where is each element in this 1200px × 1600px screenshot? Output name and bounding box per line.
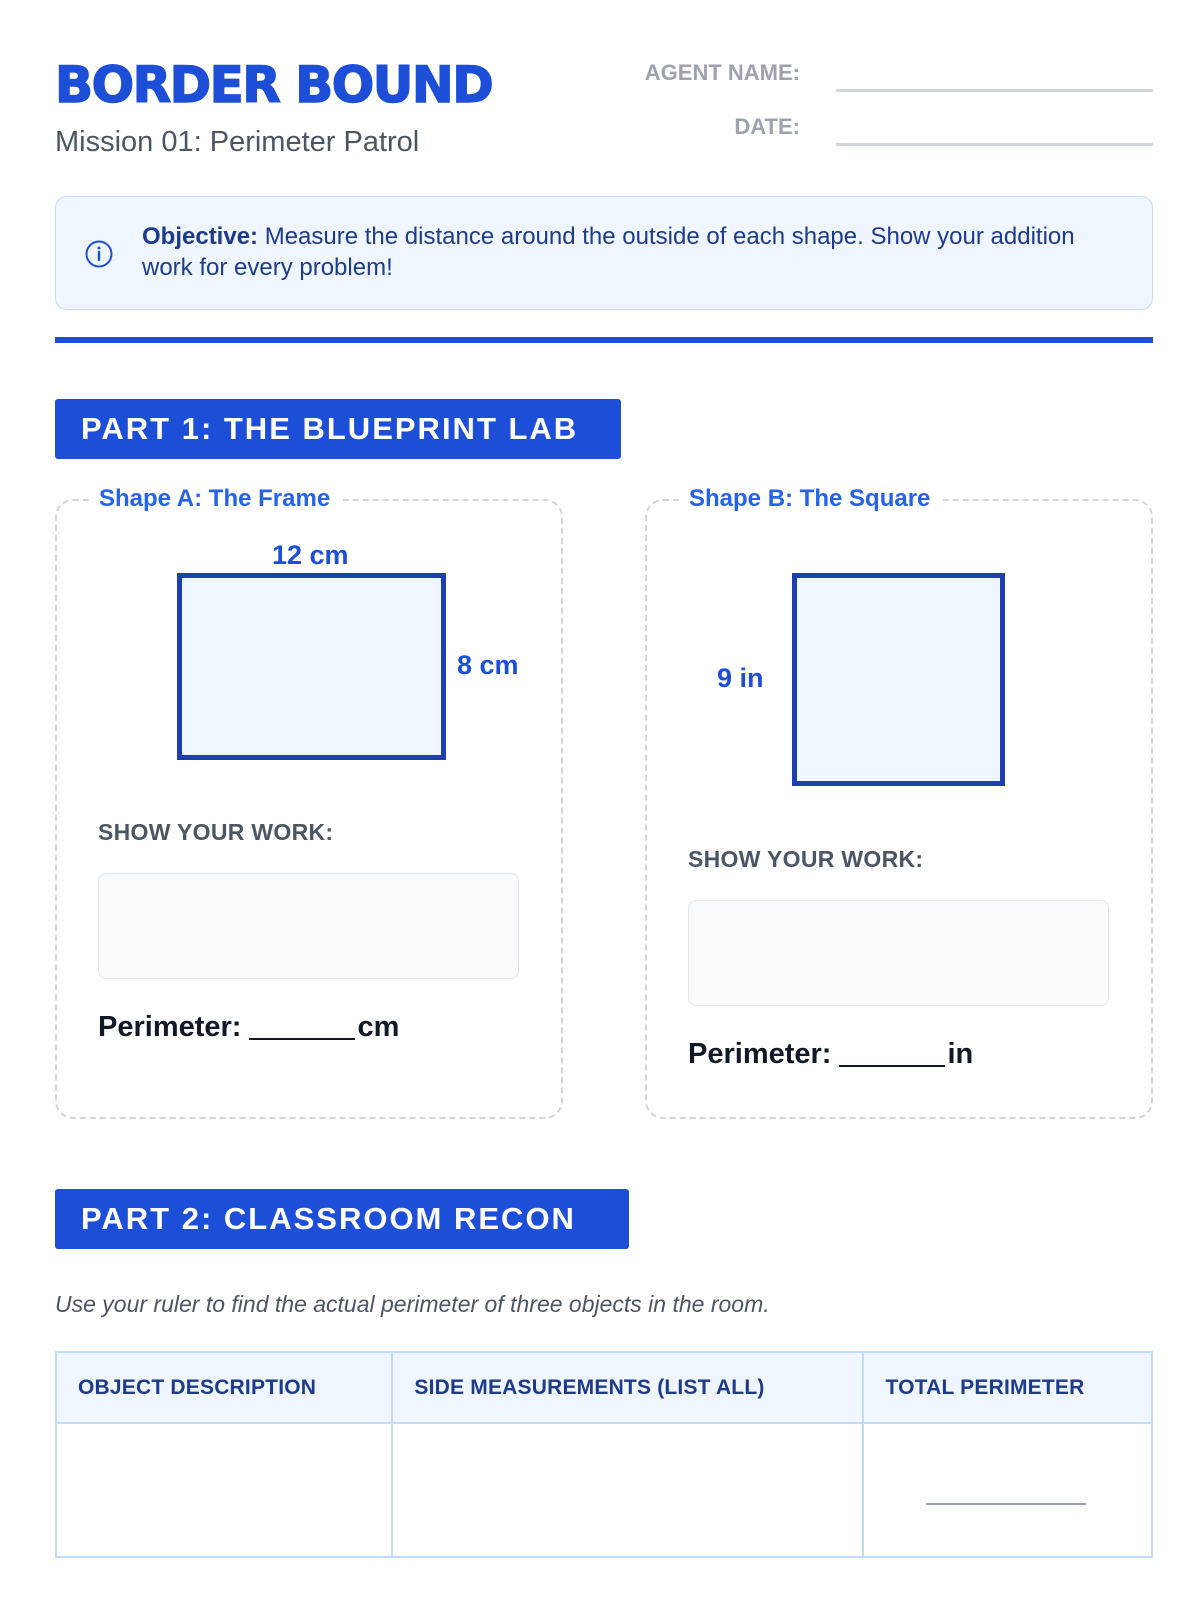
shape-b-unit: in	[947, 1038, 974, 1070]
shape-b-work-label: SHOW YOUR WORK:	[688, 846, 924, 872]
shape-a-rectangle	[177, 573, 446, 760]
shape-b-card	[645, 485, 1153, 1119]
worksheet-title: BORDER BOUND	[55, 56, 493, 114]
side-measurements-cell[interactable]	[392, 1423, 863, 1557]
part1-heading: PART 1: THE BLUEPRINT LAB	[55, 399, 621, 459]
shape-a-work-label: SHOW YOUR WORK:	[98, 819, 334, 845]
table-header-row	[56, 1352, 1152, 1423]
section-divider	[55, 337, 1153, 343]
objective-body: Measure the distance around the outside of each shape. Show your addition work for every problem!	[142, 223, 1075, 281]
agent-name-label: AGENT NAME:	[644, 60, 800, 85]
total-perimeter-cell[interactable]	[863, 1423, 1152, 1557]
part2-instructions: Use your ruler to find the actual perimeter of three objects in the room.	[55, 1291, 770, 1317]
shape-b-side-label: 9 in	[717, 663, 764, 693]
shape-a-perimeter-label: Perimeter:	[98, 1011, 242, 1043]
shape-a-answer-blank[interactable]	[249, 1038, 355, 1040]
shape-b-title: Shape B: The Square	[679, 485, 940, 513]
total-perimeter-blank	[926, 1503, 1086, 1505]
shape-a-work-area[interactable]	[98, 873, 519, 979]
column-header-total: TOTAL PERIMETER	[863, 1352, 1152, 1423]
objective-callout	[55, 196, 1153, 310]
objective-text	[142, 221, 1122, 283]
part2-heading: PART 2: CLASSROOM RECON	[55, 1189, 629, 1249]
date-field[interactable]	[836, 143, 1153, 146]
recon-table	[55, 1351, 1153, 1558]
column-header-object: OBJECT DESCRIPTION	[56, 1352, 392, 1423]
objective-label: Objective:	[142, 223, 259, 250]
shape-a-unit: cm	[357, 1011, 400, 1043]
shape-a-width-label: 12 cm	[272, 540, 349, 570]
object-description-cell[interactable]	[56, 1423, 392, 1557]
table-row	[56, 1423, 1152, 1557]
mission-subtitle: Mission 01: Perimeter Patrol	[55, 126, 420, 158]
shape-b-perimeter	[688, 1038, 973, 1071]
shape-a-card	[55, 485, 563, 1119]
agent-name-field[interactable]	[836, 89, 1153, 92]
shape-b-perimeter-label: Perimeter:	[688, 1038, 832, 1070]
shape-a-perimeter	[98, 1011, 399, 1044]
shape-a-height-label: 8 cm	[457, 650, 519, 680]
column-header-sides: SIDE MEASUREMENTS (LIST ALL)	[392, 1352, 863, 1423]
date-label: DATE:	[734, 114, 800, 139]
shape-a-title: Shape A: The Frame	[89, 485, 340, 513]
shape-b-work-area[interactable]	[688, 900, 1109, 1006]
shape-b-square	[792, 573, 1005, 786]
shape-b-answer-blank[interactable]	[839, 1065, 945, 1067]
info-icon	[84, 239, 114, 269]
